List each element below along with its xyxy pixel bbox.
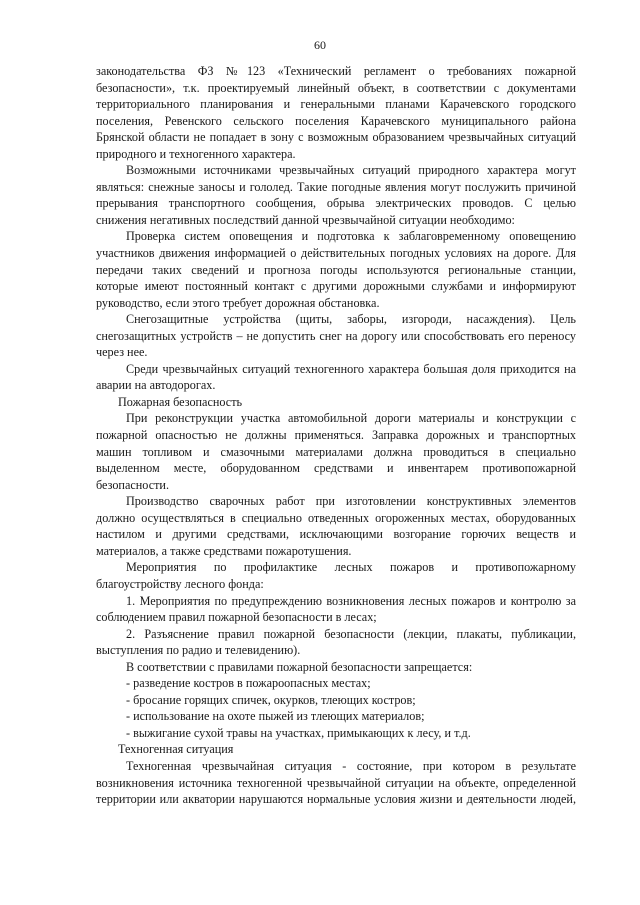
text-line: - выжигание сухой травы на участках, примыкающих к лесу, и т.д. <box>126 725 471 740</box>
text-line: снижения негативных последствий данной чрезвычайной ситуации необходимо: <box>96 212 515 227</box>
text-line: Техногенная чрезвычайная ситуация - состояние, при котором в результате <box>126 758 576 773</box>
text-line: машин топливом и смазочными материалами должна проводиться в специально <box>96 444 576 459</box>
text-line: В соответствии с правилами пожарной безопасности запрещается: <box>126 659 473 674</box>
text-line: Возможными источниками чрезвычайных ситуаций природного характера могут <box>126 163 576 178</box>
text-line: руководство, если этого требует дорожная обстановка. <box>96 295 380 310</box>
text-line: передачи таких сведений и прогноза погоды используются региональные станции, <box>96 262 576 277</box>
text-line: законодательства ФЗ №123 «Технический регламент о требованиях пожарной <box>96 64 576 78</box>
text-line: через нее. <box>96 345 148 360</box>
text-line: Мероприятия по профилактике лесных пожаров и противопожарному <box>126 560 576 575</box>
text-line: возникновения источника техногенной чрезвычайной ситуации на объекте, определенной <box>96 775 576 790</box>
text-line: - разведение костров в пожароопасных местах; <box>126 676 371 691</box>
text-line: участников движения информацией о действительных погодных условиях на дороге. Для <box>96 246 576 261</box>
text-line: - использование на охоте пыжей из тлеющих материалов; <box>126 709 425 724</box>
text-line: 1. Мероприятия по предупреждению возникновения лесных пожаров и контролю за <box>126 593 576 608</box>
text-line: территории или акватории нарушаются нормальные условия жизни и деятельности людей, <box>96 792 576 807</box>
text-line: природного и техногенного характера. <box>96 146 296 161</box>
page-number: 60 <box>314 38 326 52</box>
text-line: выступления по радио и телевидению). <box>96 643 301 658</box>
text-line: материалов, а также средствами пожаротушения. <box>96 543 352 558</box>
text-line: благоустройству лесного фонда: <box>96 576 264 591</box>
text-line: являться: снежные заносы и гололед. Такие погодные явления могут послужить причиной <box>96 179 576 194</box>
text-line: - бросание горящих спичек, окурков, тлеющих костров; <box>126 692 416 707</box>
text-line: выделенном месте, оборудованном средствами и инвентарем противопожарной <box>96 461 576 476</box>
text-line: пожарной опасностью не должны применяться. Заправка дорожных и транспортных <box>96 428 576 443</box>
text-line: должно осуществляться в специально отведенных огороженных местах, оборудованных <box>96 510 576 525</box>
text-line: Проверка систем оповещения и подготовка к заблаговременному оповещению <box>126 229 576 244</box>
text-line: прерывания транспортного сообщения, обрыва электрических проводов. С целью <box>96 196 576 211</box>
text-line: соблюдением правил пожарной безопасности в лесах; <box>96 610 377 625</box>
text-line: Снегозащитные устройства (щиты, заборы, изгороди, насаждения). Цель <box>126 312 576 327</box>
text-line: Производство сварочных работ при изготовлении конструктивных элементов <box>126 494 576 509</box>
text-line: поселения, Ревенского сельского поселения Карачевского муниципального района <box>96 113 576 128</box>
text-line: снегозащитных устройств – не допустить снег на дорогу или способствовать его переносу <box>96 328 576 343</box>
text-line: безопасности. <box>96 477 170 492</box>
text-line: настилом и другими средствами, исключающими возгорание горючих веществ и <box>96 527 576 542</box>
text-line: При реконструкции участка автомобильной дороги материалы и конструкции с <box>126 411 576 426</box>
text-line: Техногенная ситуация <box>118 742 234 757</box>
text-line: территориального планирования и генеральными планами Карачевского городского <box>96 97 576 112</box>
text-line: безопасности», т.к. проектируемый линейный объект, в соответствии с документами <box>96 80 576 95</box>
text-line: которые имеют постоянный контакт с другими дорожными службами и информируют <box>96 279 576 294</box>
document-body <box>96 63 576 808</box>
text-line: аварии на автодорогах. <box>96 378 216 393</box>
text-line: Пожарная безопасность <box>118 394 243 409</box>
text-line: Среди чрезвычайных ситуаций техногенного характера большая доля приходится на <box>126 361 576 376</box>
text-line: Брянской области не попадает в зону с возможным образованием чрезвычайных ситуаций <box>96 130 576 145</box>
text-line: 2. Разъяснение правил пожарной безопасности (лекции, плакаты, публикации, <box>126 626 576 641</box>
